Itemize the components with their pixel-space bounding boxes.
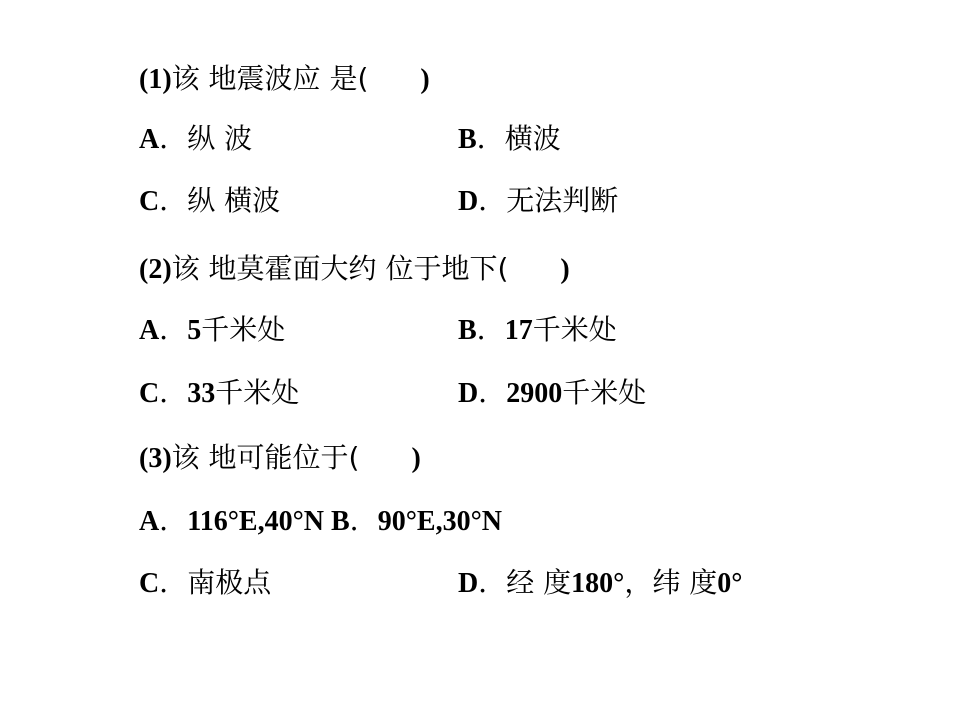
option-number-longitude: 180°	[571, 568, 625, 599]
option-number: 5	[187, 315, 202, 346]
question-2-number: (2)	[139, 254, 172, 285]
option-separator: ．	[349, 504, 378, 537]
option-1c	[139, 181, 280, 221]
option-text: 纵 波	[187, 122, 253, 155]
option-number-latitude: 0°	[717, 568, 743, 599]
option-letter: B	[458, 124, 477, 155]
option-text: 无法判断	[506, 184, 619, 217]
option-text-longitude: 经 度	[506, 566, 572, 599]
option-text: 横波	[504, 122, 561, 155]
option-separator: ．	[159, 566, 188, 599]
option-text-latitude: 纬 度	[652, 566, 718, 599]
option-separator: ．	[159, 313, 188, 346]
option-letter: D	[458, 378, 479, 409]
question-1-text: 该 地震波应 是(	[171, 62, 369, 95]
option-2c	[139, 373, 299, 413]
option-separator: ．	[476, 313, 505, 346]
option-separator: ．	[159, 504, 188, 537]
option-letter: C	[139, 186, 160, 217]
option-text: 南极点	[187, 566, 272, 599]
option-letter: D	[458, 186, 479, 217]
question-3-close: )	[411, 443, 421, 474]
option-letter: B	[331, 506, 350, 537]
question-3-number: (3)	[139, 443, 172, 474]
option-separator: ．	[159, 122, 188, 155]
option-text: 千米处	[201, 313, 286, 346]
question-2-text: 该 地莫霍面大约 位于地下(	[171, 252, 509, 285]
option-text: 千米处	[562, 376, 647, 409]
option-text: 千米处	[532, 313, 617, 346]
question-3-text: 该 地可能位于(	[171, 441, 360, 474]
option-1b	[458, 119, 561, 159]
option-letter: D	[458, 568, 479, 599]
question-1-close: )	[420, 64, 430, 95]
option-1d	[458, 181, 618, 221]
option-separator: ．	[476, 122, 505, 155]
question-2-close: )	[560, 254, 570, 285]
option-letter: A	[139, 315, 160, 346]
option-2a	[139, 310, 285, 350]
question-1-stem	[139, 59, 430, 99]
option-number: 17	[504, 315, 533, 346]
option-1a	[139, 119, 252, 159]
option-text: 90°E,30°N	[377, 506, 502, 537]
option-separator: ．	[159, 376, 188, 409]
option-text: 116°E,40°N	[187, 506, 324, 537]
option-3ab	[139, 501, 502, 541]
option-text: 千米处	[215, 376, 300, 409]
option-text: 纵 横波	[187, 184, 281, 217]
option-separator: ．	[159, 184, 188, 217]
question-3-stem	[139, 438, 421, 478]
option-letter: C	[139, 568, 160, 599]
question-2-stem	[139, 249, 570, 289]
option-letter: A	[139, 506, 160, 537]
option-2b	[458, 310, 617, 350]
option-number: 33	[187, 378, 216, 409]
option-letter: B	[458, 315, 477, 346]
option-comma: ，	[624, 566, 653, 599]
option-separator: ．	[478, 376, 507, 409]
option-letter: A	[139, 124, 160, 155]
option-separator: ．	[478, 184, 507, 217]
option-number: 2900	[506, 378, 563, 409]
option-3c	[139, 563, 271, 603]
option-3d	[458, 563, 742, 603]
option-separator: ．	[478, 566, 507, 599]
question-1-number: (1)	[139, 64, 172, 95]
option-2d	[458, 373, 646, 413]
option-letter: C	[139, 378, 160, 409]
